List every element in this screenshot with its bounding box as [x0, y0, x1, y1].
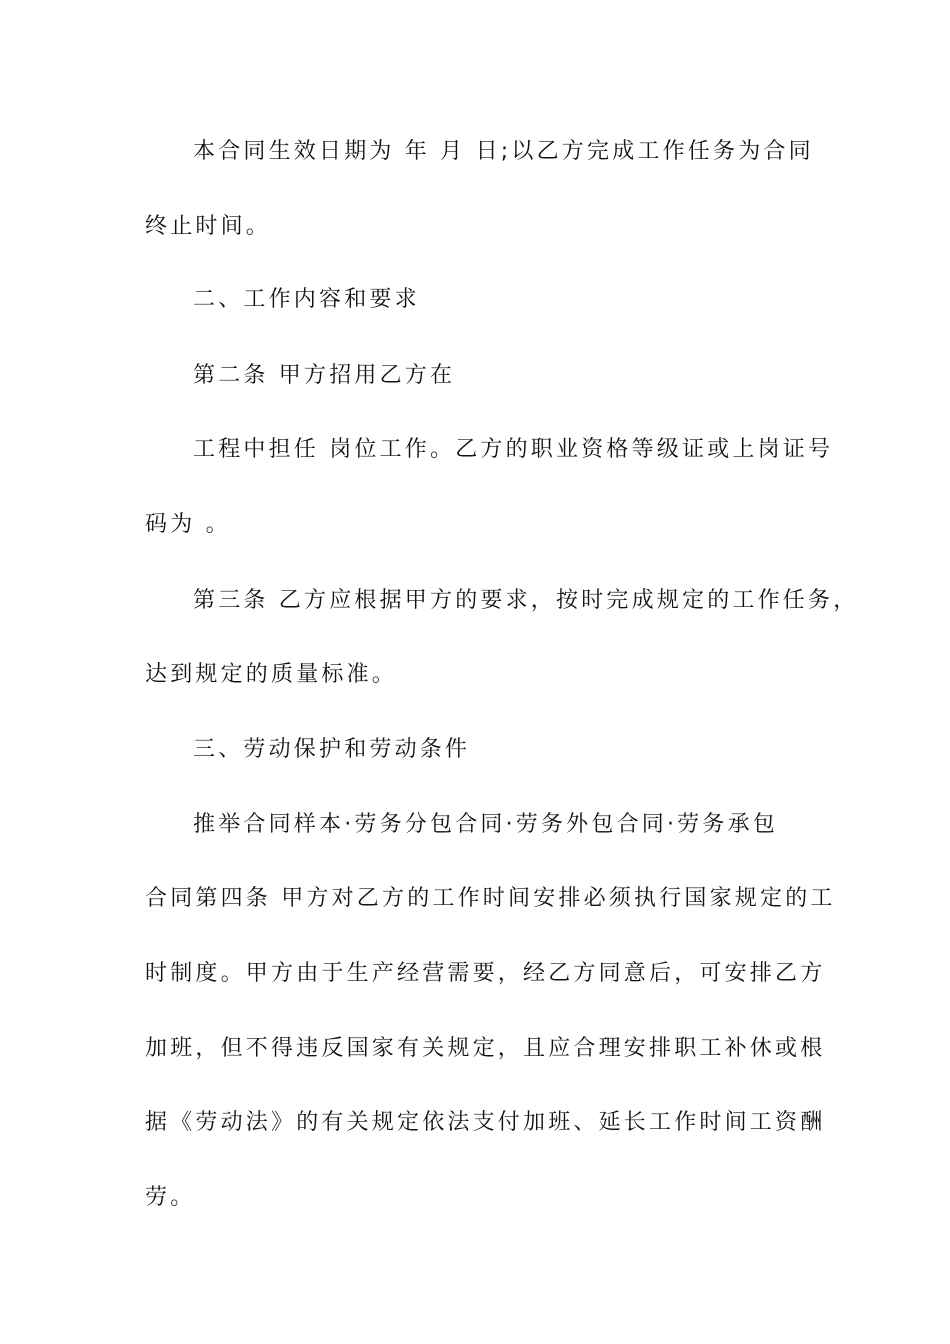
paragraph-line: 加班，但不得违反国家有关规定，且应合理安排职工补休或根 [145, 1036, 826, 1061]
paragraph-line: 码为 。 [145, 512, 231, 537]
article-line: 第二条 甲方招用乙方在 [193, 363, 456, 388]
paragraph-line: 本合同生效日期为 年 月 日;以乙方完成工作任务为合同 [193, 139, 814, 164]
paragraph-line: 工程中担任 岗位工作。乙方的职业资格等级证或上岗证号 [193, 437, 834, 462]
paragraph-line: 时制度。甲方由于生产经营需要，经乙方同意后，可安排乙方 [145, 961, 826, 986]
paragraph-line: 推举合同样本·劳务分包合同·劳务外包合同·劳务承包 [193, 812, 778, 837]
paragraph-line: 终止时间。 [145, 214, 272, 239]
article-line: 第三条 乙方应根据甲方的要求，按时完成规定的工作任务， [193, 588, 859, 613]
section-heading: 二、工作内容和要求 [193, 287, 420, 312]
paragraph-line: 劳。 [145, 1185, 196, 1210]
paragraph-line: 达到规定的质量标准。 [145, 662, 398, 687]
paragraph-line: 据《劳动法》的有关规定依法支付加班、延长工作时间工资酬 [145, 1110, 826, 1135]
paragraph-line: 合同第四条 甲方对乙方的工作时间安排必须执行国家规定的工 [145, 886, 836, 911]
section-heading: 三、劳动保护和劳动条件 [193, 737, 471, 762]
